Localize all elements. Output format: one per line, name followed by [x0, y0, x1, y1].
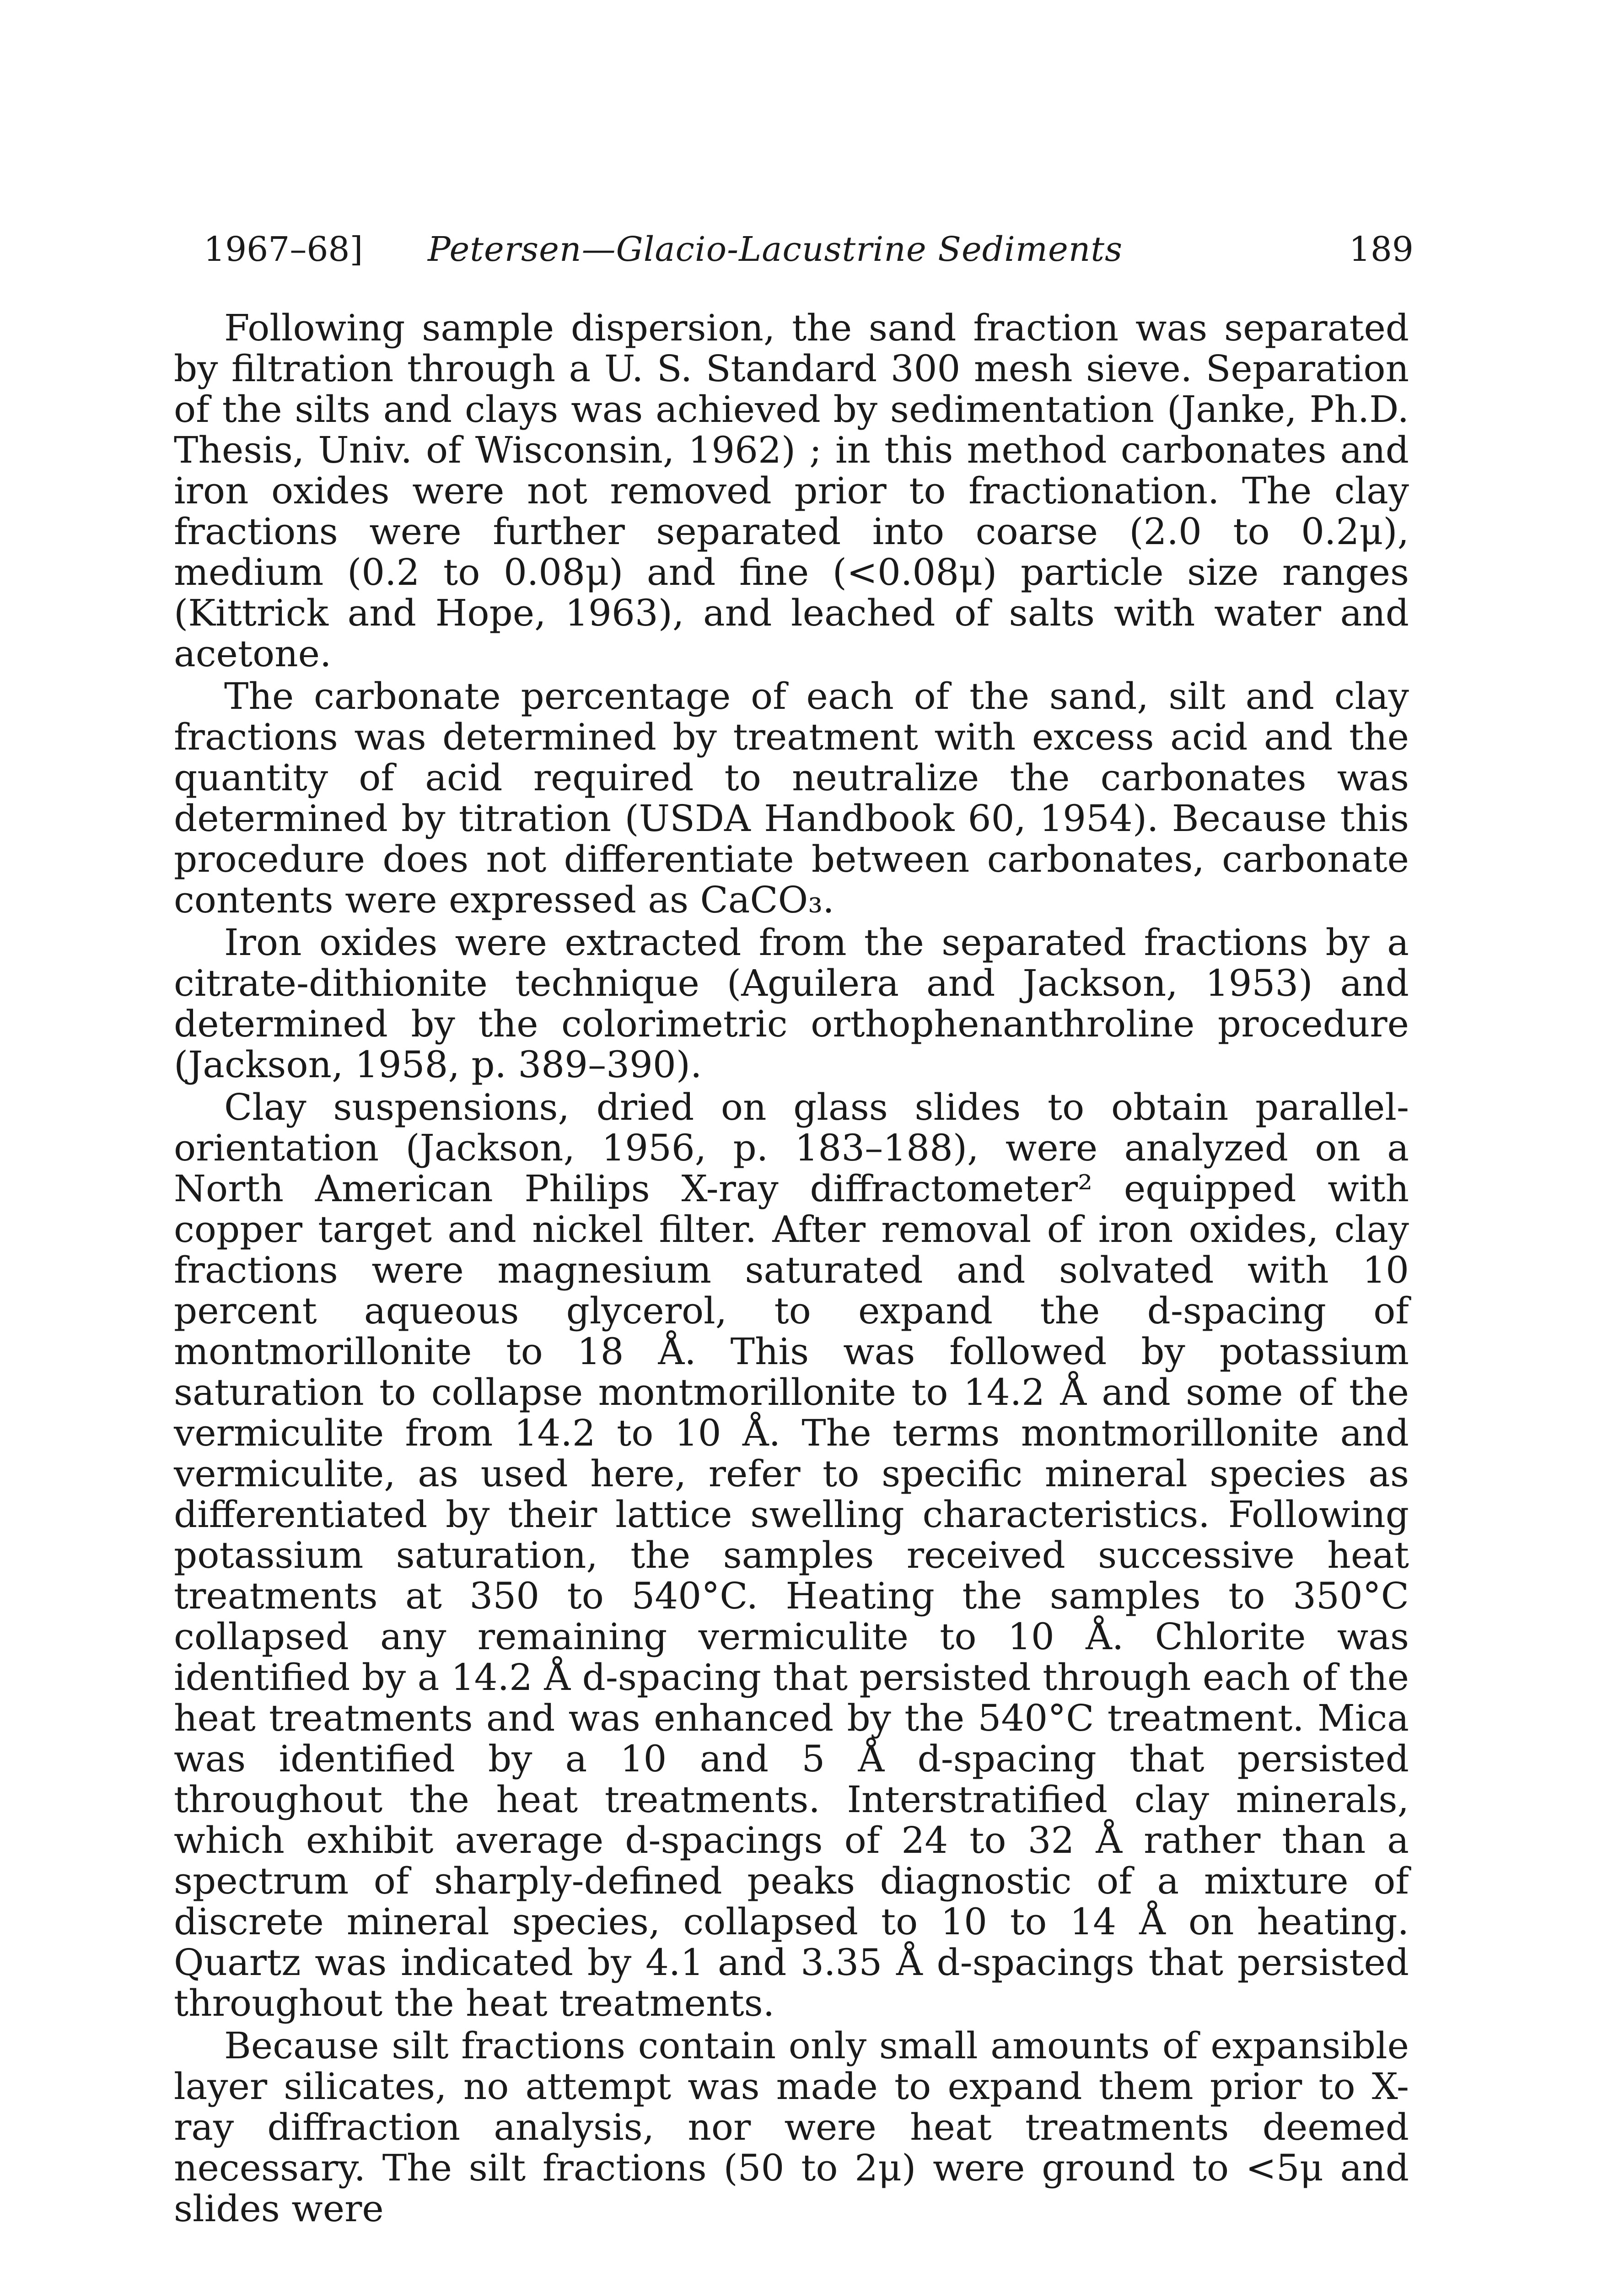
paragraph-dispersion: Following sample dispersion, the sand fraction was separated by filtration through a U. S. Standard 300 mesh sieve. Separation of the silts and clays was achieved by sedimentation (Janke, Ph.D. Thesis, Univ. of Wisconsin, 1962) ; in this method carbonates and iron oxides were not removed prior to fractionation. The clay fractions were further separated into coarse (2.0 to 0.2μ), medium (0.2 to 0.08μ) and fine (<0.08μ) particle size ranges (Kittrick and Hope, 1963), and leached of salts with water and acetone.: [174, 307, 1409, 675]
volume-label: 1967–68]: [204, 230, 363, 269]
running-title: Petersen—Glacio-Lacustrine Sediments: [428, 230, 1123, 269]
page-number: 189: [1349, 230, 1414, 269]
paragraph-iron-oxides: Iron oxides were extracted from the separated fractions by a citrate-dithionite technique (Aguilera and Jackson, 1953) and determined by the colorimetric orthophenanthroline procedure (Jackson, 1958, p. 389–390).: [174, 921, 1409, 1086]
body-text: [174, 308, 1409, 2229]
paragraph-carbonate: The carbonate percentage of each of the sand, silt and clay fractions was determined by treatment with excess acid and the quantity of acid required to neutralize the carbonates was determined by titration (USDA Handbook 60, 1954). Because this procedure does not differentiate between carbonates, carbonate contents were expressed as CaCO₃.: [174, 675, 1409, 921]
paragraph-silt-fractions: Because silt fractions contain only small amounts of expansible layer silicates, no attempt was made to expand them prior to X-ray diffraction analysis, nor were heat treatments deemed necessary. The silt fractions (50 to 2μ) were ground to <5μ and slides were: [174, 2024, 1409, 2230]
running-head: [204, 227, 1414, 272]
paragraph-clay-xray: Clay suspensions, dried on glass slides to obtain parallel-orientation (Jackson, 1956, p. 183–188), were analyzed on a North American Philips X-ray diffractometer² equipped with copper target and nickel filter. After removal of iron oxides, clay fractions were magnesium saturated and solvated with 10 percent aqueous glycerol, to expand the d-spacing of montmorillonite to 18 Å. This was followed by potassium saturation to collapse montmorillonite to 14.2 Å and some of the vermiculite from 14.2 to 10 Å. The terms montmorillonite and vermiculite, as used here, refer to specific mineral species as differentiated by their lattice swelling characteristics. Following potassium saturation, the samples received successive heat treatments at 350 to 540°C. Heating the samples to 350°C collapsed any remaining vermiculite to 10 Å. Chlorite was identified by a 14.2 Å d-spacing that persisted through each of the heat treatments and was enhanced by the 540°C treatment. Mica was identified by a 10 and 5 Å d-spacing that persisted throughout the heat treatments. Interstratified clay minerals, which exhibit average d-spacings of 24 to 32 Å rather than a spectrum of sharply-defined peaks diagnostic of a mixture of discrete mineral species, collapsed to 10 to 14 Å on heating. Quartz was indicated by 4.1 and 3.35 Å d-spacings that persisted throughout the heat treatments.: [174, 1086, 1409, 2024]
